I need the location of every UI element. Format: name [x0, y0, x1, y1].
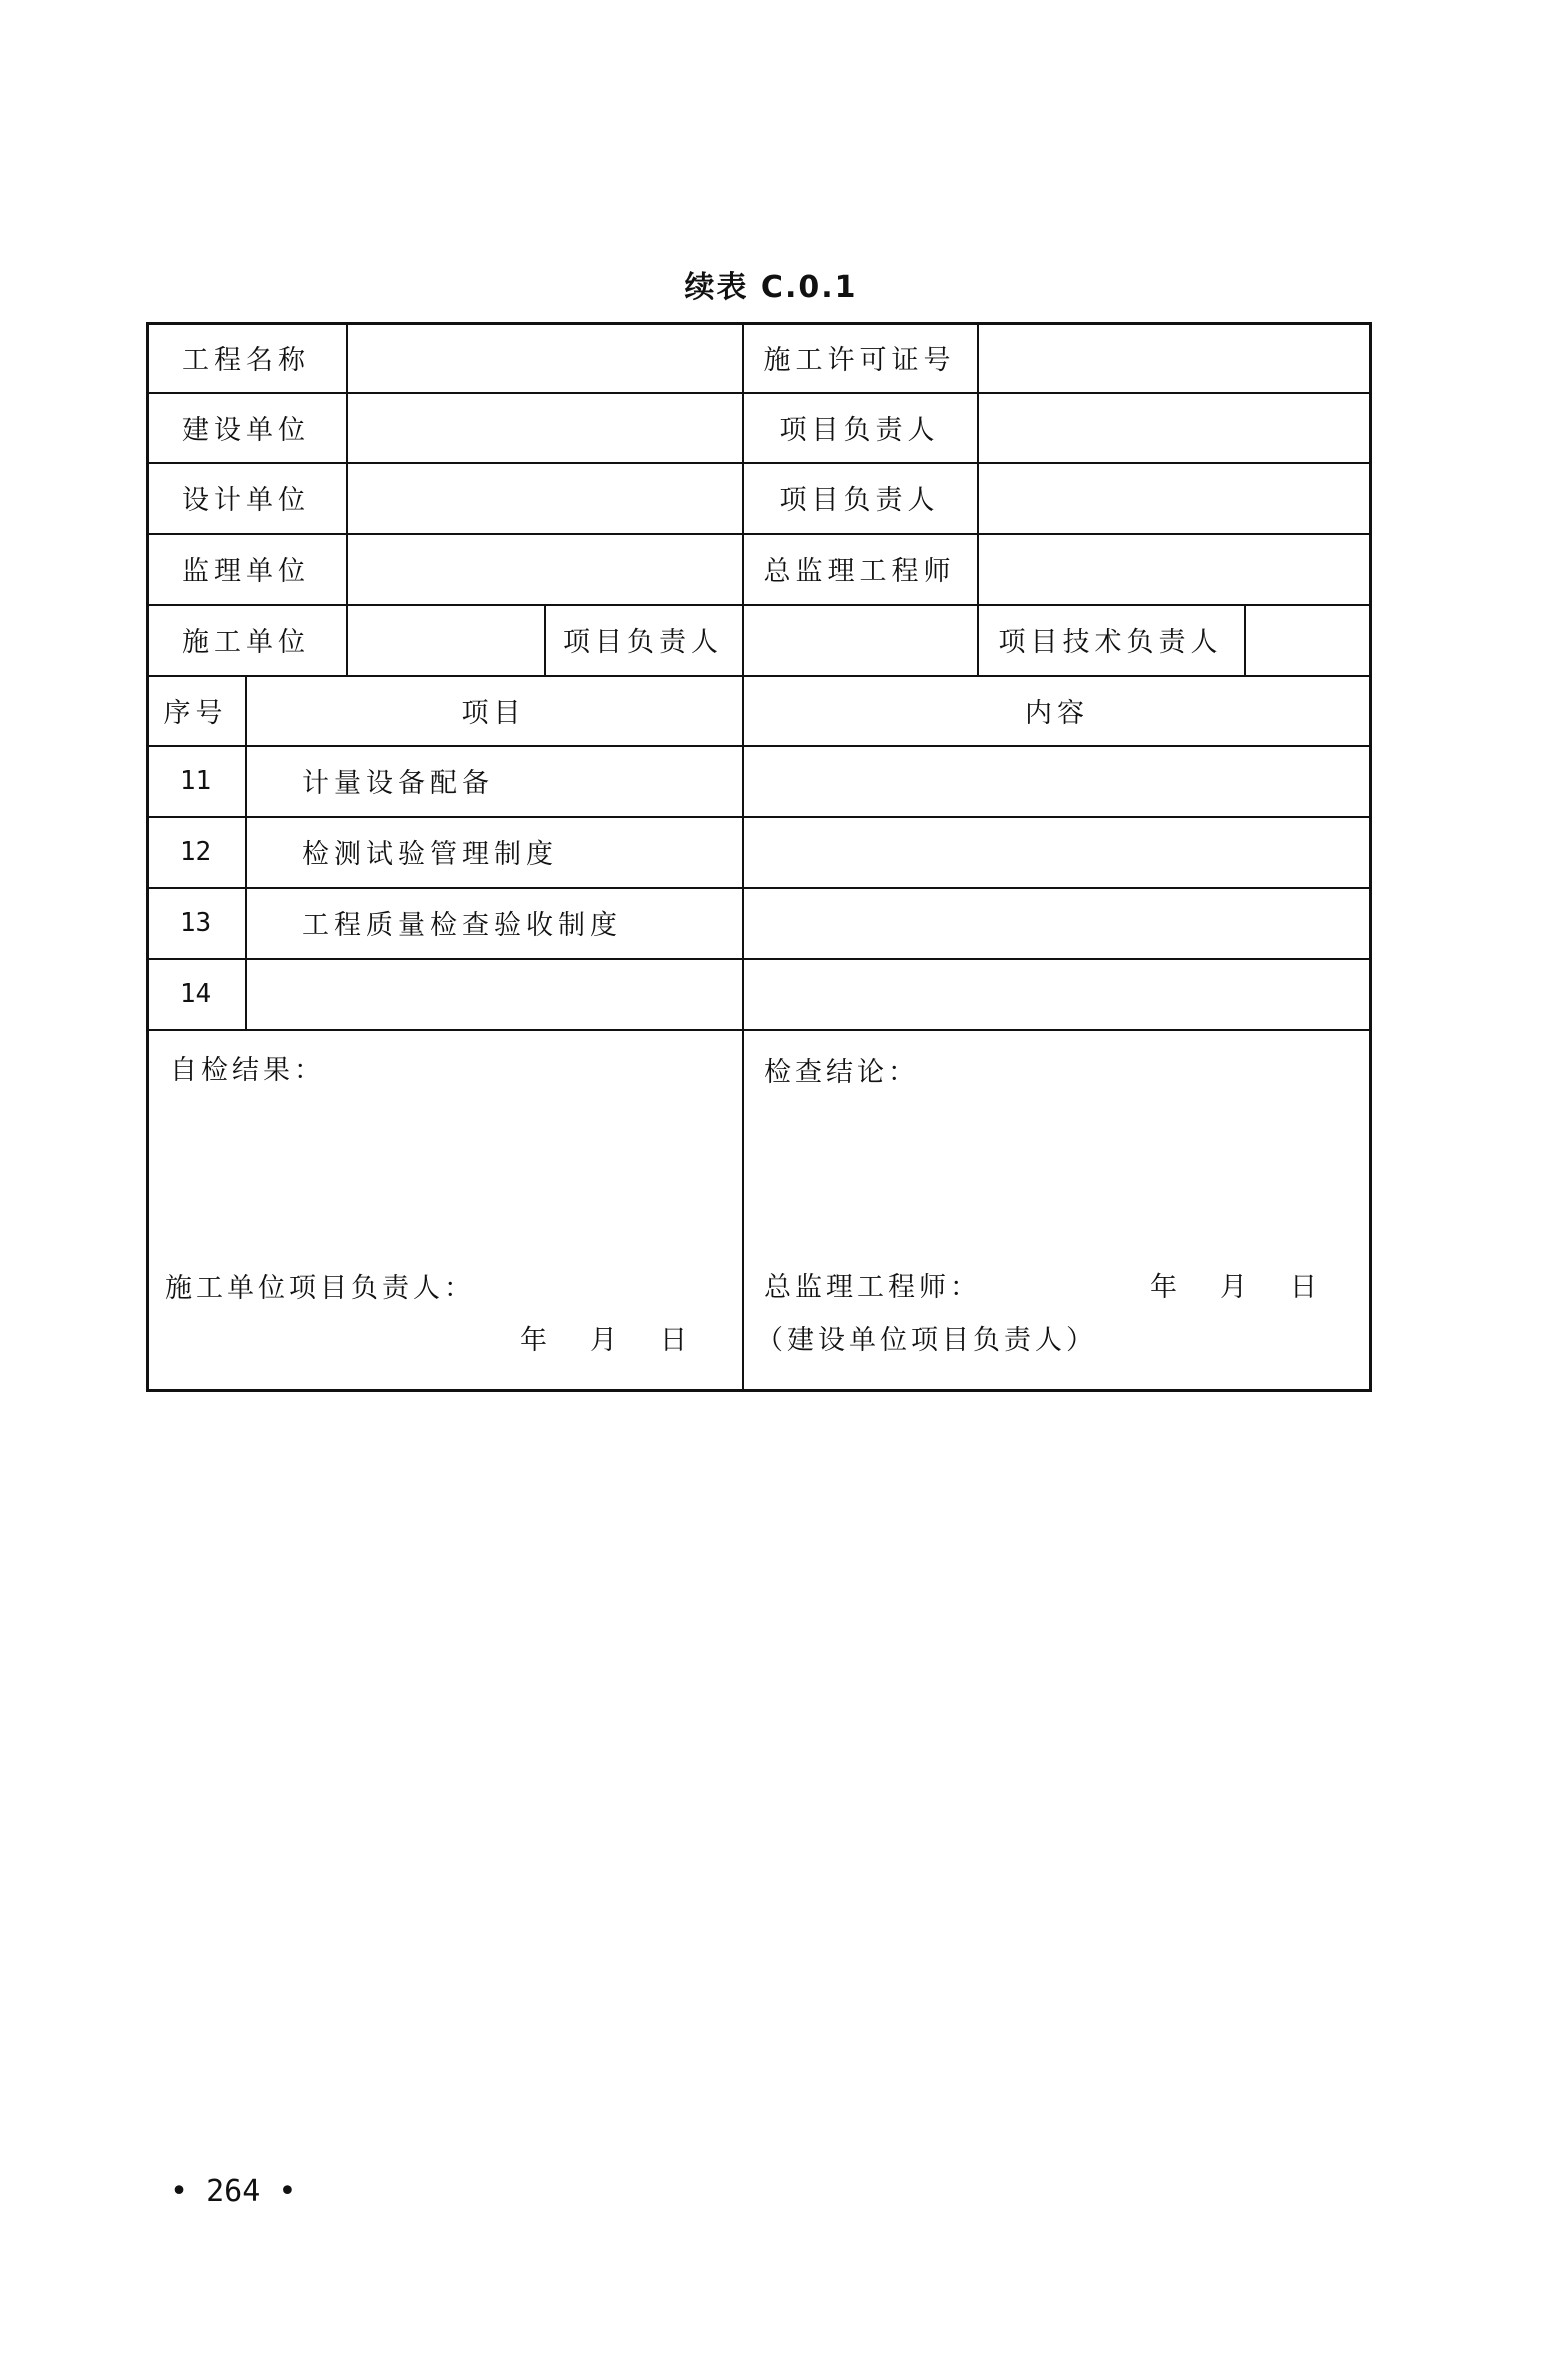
row-no: 14 [179, 978, 212, 1009]
row-content-field[interactable] [744, 960, 1369, 1027]
row-content-field[interactable] [744, 747, 1369, 814]
design-manager-label: 项目负责人 [779, 485, 940, 516]
project-name-label: 工程名称 [182, 344, 310, 376]
design-manager-field[interactable] [979, 464, 1369, 531]
contractor-manager-field[interactable] [744, 606, 975, 673]
row-divider [146, 1029, 1372, 1031]
self-check-heading: 自检结果： [170, 1055, 325, 1086]
table-title: 续表 C.0.1 [684, 270, 858, 305]
technical-manager-label: 项目技术负责人 [998, 627, 1223, 658]
conclusion-heading: 检查结论： [764, 1057, 919, 1088]
chief-supervisor-field[interactable] [979, 535, 1369, 602]
page-number: • 264 • [170, 2174, 297, 2209]
owner-manager-field[interactable] [979, 394, 1369, 460]
conclusion-field[interactable] [746, 1090, 1368, 1250]
supervision-unit-field[interactable] [348, 535, 740, 602]
header-item: 项目 [461, 697, 526, 729]
row-item: 工程质量检查验收制度 [302, 910, 622, 941]
row-no: 11 [179, 765, 212, 796]
row-no: 13 [179, 907, 212, 938]
header-serial-no: 序号 [163, 697, 228, 729]
conclusion-signer-label: 总监理工程师： [764, 1272, 981, 1303]
self-check-date: 年 月 日 [520, 1325, 695, 1356]
project-name-field[interactable] [348, 324, 740, 390]
technical-manager-field[interactable] [1246, 606, 1369, 673]
contractor-unit-label: 施工单位 [182, 627, 310, 658]
owner-unit-label: 建设单位 [182, 414, 310, 446]
design-unit-label: 设计单位 [182, 485, 310, 516]
row-item: 检测试验管理制度 [302, 839, 558, 870]
construction-permit-field[interactable] [979, 324, 1369, 390]
contractor-manager-label: 项目负责人 [563, 627, 723, 658]
row-content-field[interactable] [744, 818, 1369, 885]
row-no: 12 [179, 836, 212, 867]
row-item: 计量设备配备 [302, 768, 494, 799]
conclusion-signer-note: （建设单位项目负责人） [756, 1325, 1097, 1356]
conclusion-date: 年 月 日 [1150, 1272, 1325, 1303]
contractor-unit-field[interactable] [348, 606, 542, 673]
supervision-unit-label: 监理单位 [182, 556, 310, 587]
construction-permit-label: 施工许可证号 [763, 344, 956, 376]
chief-supervisor-label: 总监理工程师 [763, 556, 956, 587]
header-content: 内容 [1025, 697, 1089, 729]
self-check-field[interactable] [150, 1090, 738, 1250]
owner-unit-field[interactable] [348, 394, 740, 460]
design-unit-field[interactable] [348, 464, 740, 531]
row-item-field[interactable] [247, 960, 740, 1027]
self-check-signer-label: 施工单位项目负责人： [165, 1273, 475, 1304]
row-content-field[interactable] [744, 889, 1369, 956]
owner-manager-label: 项目负责人 [779, 414, 940, 446]
